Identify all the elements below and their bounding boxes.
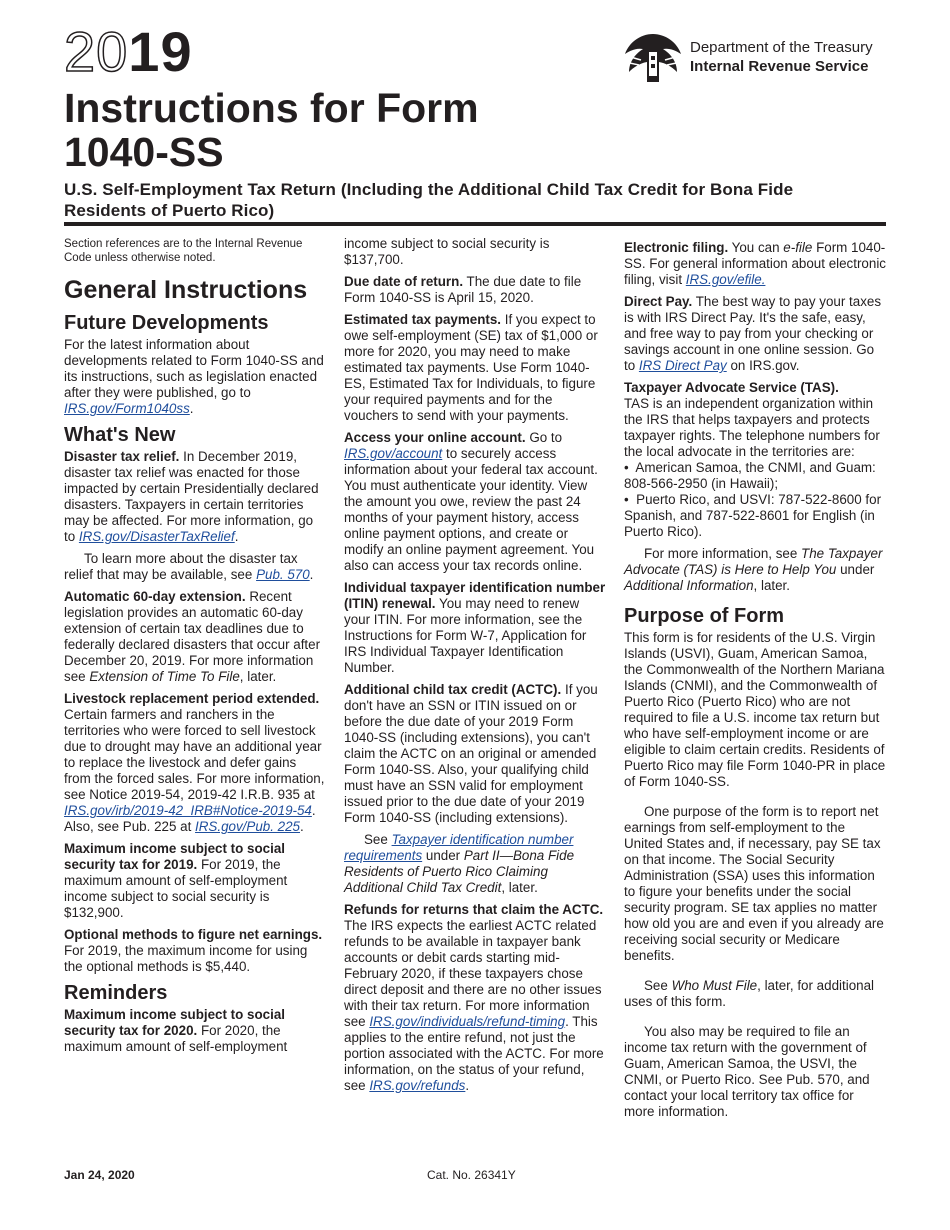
irb-link[interactable]: IRS.gov/irb/2019-42_IRB#Notice-2019-54	[64, 803, 312, 818]
purpose-paragraph-3: See Who Must File, later, for additional uses of this form.	[624, 978, 875, 1009]
efile-paragraph: Electronic filing. You can e-file Form 1040-SS. For general information about electronic filing, visit IRS.gov/efile.	[624, 240, 887, 287]
agency-line-2: Internal Revenue Service	[690, 58, 869, 75]
due-date-paragraph: Due date of return. The due date to file Form 1040-SS is April 15, 2020.	[344, 274, 582, 305]
disaster-paragraph: Disaster tax relief. In December 2019, disaster tax relief was enacted for those impacted by certain Presidentially declared disasters. Taxpayers in certain territories may be affected. For more information, go to IRS.gov/DisasterTaxRelief.	[64, 449, 319, 544]
purpose-paragraph-4: You also may be required to file an income tax return with the government of Guam, American Samoa, the USVI, the CNMI, or Puerto Rico. See Pub. 570, and contact your local territory tax office for more information.	[624, 1024, 870, 1119]
refund-timing-link[interactable]: IRS.gov/individuals/refund-timing	[369, 1014, 566, 1029]
future-paragraph: For the latest information about developments related to Form 1040-SS and its instructions, such as legislation enacted after they were published, go to IRS.gov/Form1040ss.	[64, 337, 324, 416]
disaster-more-paragraph: To learn more about the disaster tax relief that may be available, see Pub. 570.	[64, 551, 314, 582]
tas-more-paragraph: For more information, see The Taxpayer Advocate (TAS) is Here to Help You under Additional Information, later.	[624, 546, 883, 593]
efile-link[interactable]: IRS.gov/efile.	[685, 272, 766, 287]
footer-date: Jan 24, 2020	[64, 1168, 135, 1182]
refunds-paragraph: Refunds for returns that claim the ACTC. The IRS expects the earliest ACTC related refunds to be available in taxpayer bank accounts or debit cards starting mid-February 2020, if these taxpayers chose direct deposit and there are no other issues with their tax return. For more information see IRS.gov/individuals/refund-timing. This applies to the entire refund, not just the portion associated with the ACTC. For more information, on the status of your refund, see IRS.gov/refunds.	[344, 902, 604, 1093]
irs-eagle-logo-icon	[621, 32, 685, 84]
max-2020-continued: income subject to social security is $137,700.	[344, 236, 550, 267]
form-year	[64, 20, 193, 83]
agency-line-1: Department of the Treasury	[690, 39, 873, 56]
column-2	[344, 236, 606, 1100]
agency-name	[690, 38, 873, 76]
online-account-paragraph: Access your online account. Go to IRS.gov/account to securely access information about your federal tax account. You must authenticate your identity. View the amount you owe, review the past 24 months of your payment history, access online payment options, and create or modify an online payment agreement. You also can access your tax records online.	[344, 430, 598, 573]
optional-methods-paragraph: Optional methods to figure net earnings. For 2019, the maximum income for using the optional methods is $5,440.	[64, 927, 323, 974]
reminders-heading: Reminders	[64, 982, 168, 1004]
pub225-link[interactable]: IRS.gov/Pub. 225	[195, 819, 300, 834]
max-2020-paragraph: Maximum income subject to social security tax for 2020. For 2020, the maximum amount of self-employment	[64, 1007, 288, 1054]
page-title: Instructions for Form 1040-SS	[64, 85, 479, 175]
header-rule	[64, 222, 886, 226]
general-instructions-heading: General Instructions	[64, 276, 308, 304]
year-outline: 20	[64, 20, 129, 83]
direct-pay-paragraph: Direct Pay. The best way to pay your taxes is with IRS Direct Pay. It's the safe, easy, and free way to pay from your checking or savings account in one online session. Go to IRS Direct Pay on IRS.gov.	[624, 294, 882, 373]
column-1	[64, 232, 326, 1061]
form1040ss-link[interactable]: IRS.gov/Form1040ss	[64, 401, 190, 416]
auto-extension-paragraph: Automatic 60-day extension. Recent legislation provides an automatic 60-day extension of certain tax deadlines due to federally declared disasters that occur after December 20, 2019. For more information see Extension of Time To File, later.	[64, 589, 321, 684]
estimated-tax-paragraph: Estimated tax payments. If you expect to owe self-employment (SE) tax of $1,000 or more for 2020, you may need to make estimated tax payments. Use Form 1040-ES, Estimated Tax for Individuals, to figure your required payments and for the vouchers to send with your payments.	[344, 312, 598, 423]
direct-pay-link[interactable]: IRS Direct Pay	[638, 358, 727, 373]
see-tin-paragraph: See Taxpayer identification number requirements under Part II—Bona Fide Residents of Puerto Rico Claiming Additional Child Tax Credit, later.	[344, 832, 575, 895]
pub570-link[interactable]: Pub. 570	[256, 567, 310, 582]
footer-catalog-number: Cat. No. 26341Y	[427, 1168, 516, 1182]
column-3	[624, 240, 886, 1126]
itin-paragraph: Individual taxpayer identification number (ITIN) renewal. You may need to renew your ITIN. For more information, see the Instructions for Form W-7, Application for IRS Individual Taxpayer Identification Number.	[344, 580, 606, 675]
livestock-paragraph: Livestock replacement period extended. Certain farmers and ranchers in the territories who were forced to sell livestock due to drought may have an additional year to replace the livestock and defer gains from the forced sales. For more information, see Notice 2019-54, 2019-42 I.R.B. 935 at IRS.gov/irb/2019-42_IRB#Notice-2019-54. Also, see Pub. 225 at IRS.gov/Pub. 225.	[64, 691, 325, 834]
page-subtitle: U.S. Self-Employment Tax Return (Including the Additional Child Tax Credit for Bona Fide Residents of Puerto Rico)	[64, 180, 794, 220]
actc-paragraph: Additional child tax credit (ACTC). If you don't have an SSN or ITIN issued on or before the due date of your 2019 Form 1040-SS (including extensions), you can't claim the ACTC on an original or amended Form 1040-SS. Also, your qualifying child must have an SSN valid for employment issued prior to the due date of your 2019 Form 1040-SS (including extensions).	[344, 682, 598, 825]
future-developments-heading: Future Developments	[64, 312, 269, 334]
tas-paragraph: Taxpayer Advocate Service (TAS). TAS is an independent organization within the IRS that helps taxpayers and protects taxpayer rights. The telephone numbers for the local advocate in the territories are:	[624, 380, 880, 459]
year-bold: 19	[128, 20, 193, 83]
section-note: Section references are to the Internal Revenue Code unless otherwise noted.	[64, 238, 303, 264]
purpose-paragraph-1: This form is for residents of the U.S. Virgin Islands (USVI), Guam, American Samoa, the Commonwealth of the Northern Mariana Islands (CNMI), and the Commonwealth of Puerto Rico (Puerto Rico) who are not required to file a U.S. income tax return but who have self-employment income or are eligible to claim certain credits. Residents of Puerto Rico may file Form 1040-PR in place of Form 1040-SS.	[624, 630, 886, 789]
disaster-relief-link[interactable]: IRS.gov/DisasterTaxRelief	[78, 529, 235, 544]
tin-requirements-link[interactable]: Taxpayer identification number requirements	[344, 832, 574, 863]
whats-new-heading: What's New	[64, 424, 176, 446]
purpose-paragraph-2: One purpose of the form is to report net earnings from self-employment to the United States and, if necessary, pay SE tax on that income. The Social Security Administration (SSA) uses this information to figure your benefits under the social security program. SE tax applies no matter how old you are and even if you already are receiving social security or Medicare benefits.	[624, 804, 884, 963]
refunds-link[interactable]: IRS.gov/refunds	[369, 1078, 466, 1093]
tas-bullet-2: • Puerto Rico, and USVI: 787-522-8600 for Spanish, and 787-522-8601 for English (in Puerto Rico).	[624, 492, 882, 539]
purpose-heading: Purpose of Form	[624, 605, 785, 627]
max-2019-paragraph: Maximum income subject to social security tax for 2019. For 2019, the maximum amount of self-employment income subject to social security is $132,900.	[64, 841, 288, 920]
account-link[interactable]: IRS.gov/account	[344, 446, 443, 461]
tas-bullet-1: • American Samoa, the CNMI, and Guam: 808-566-2950 (in Hawaii);	[624, 460, 876, 491]
